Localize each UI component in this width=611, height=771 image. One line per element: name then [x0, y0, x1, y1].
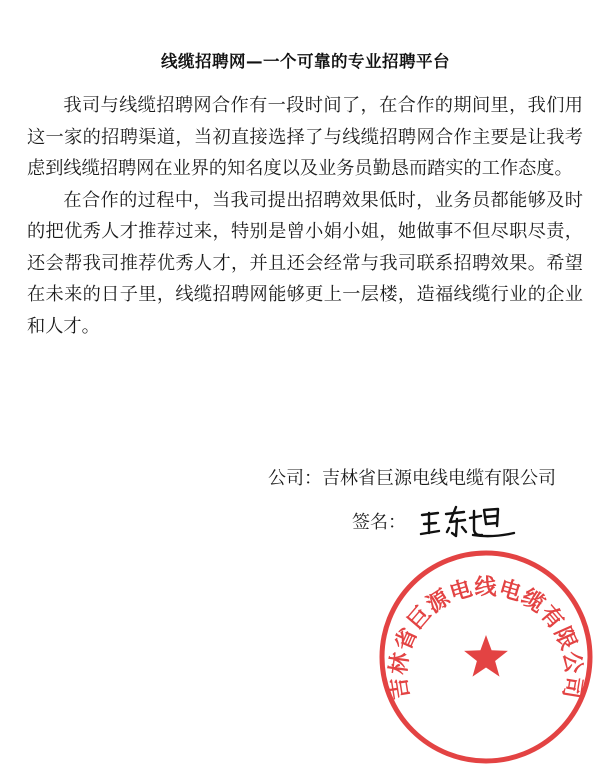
seal-star-icon — [464, 635, 508, 677]
document-title: 线缆招聘网—一个可靠的专业招聘平台 — [161, 52, 450, 71]
seal-text: 吉林省巨源电线电缆有限公司 — [386, 575, 586, 702]
signature-label: 签名： — [352, 512, 406, 533]
paragraph-2: 在合作的过程中，当我司提出招聘效果低时，业务员都能够及时的把优秀人才推荐过来，特别是曾小娟小姐，她做事不但尽职尽责，还会帮我司推荐优秀人才，并且还会经常与我司联系招聘效果。希望在未来的日子里，线缆招聘网能够更上一层楼，造福线缆行业的企业和人才。 — [27, 189, 583, 337]
handwritten-signature — [418, 502, 518, 542]
company-line: 公司：吉林省巨源电线电缆有限公司 — [268, 468, 556, 489]
company-seal-stamp — [372, 543, 600, 771]
paragraph-1: 我司与线缆招聘网合作有一段时间了，在合作的期间里，我们用这一家的招聘渠道，当初直接选择了与线缆招聘网合作主要是让我考虑到线缆招聘网在业界的知名度以及业务员勤恳而踏实的工作态度。 — [27, 95, 583, 179]
letter-body — [27, 90, 583, 342]
